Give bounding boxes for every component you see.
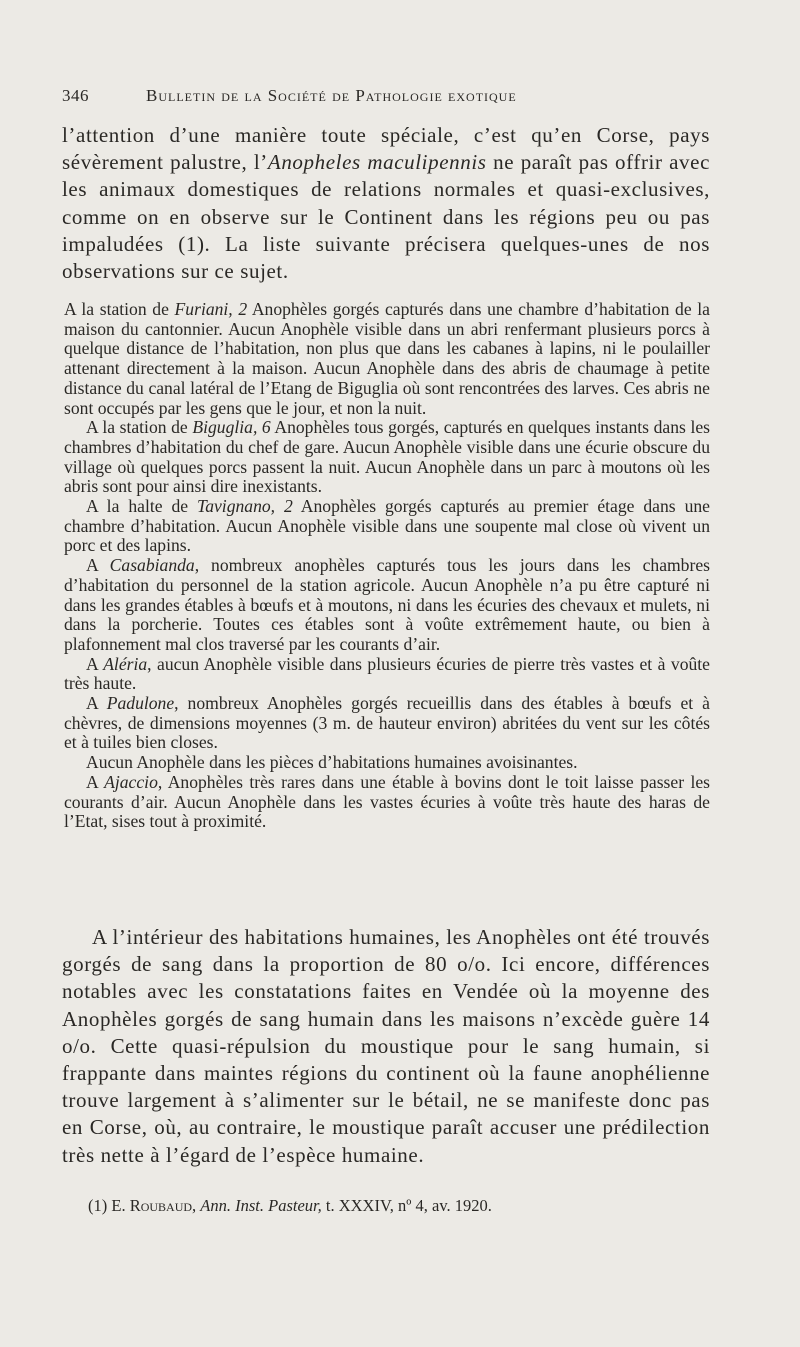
conclusion-paragraph: A l’intérieur des habitations humaines, les Anophèles ont été trouvés gorgés de sang dans la proportion de 80 o/o. Ici encore, différences notables avec les constatations faites en Vendée où la moyenne des Anophèles gorgés de sang humain dans les maisons n’excède guère 14 o/o. Cette quasi-répulsion du moustique pour le sang humain, si frappante dans maintes régions du continent où la faune anophélienne trouve largement à s’alimenter sur le bétail, ne se manifeste donc pas en Corse, où, au contraire, le moustique paraît accuser une prédilection très nette à l’égard de l’espèce humaine. xyxy=(62,925,710,1167)
footnote-ref: t. XXXIV, nº 4, av. 1920. xyxy=(325,1196,492,1215)
station-place: Aléria xyxy=(103,653,148,674)
station-place: Biguglia, 6 xyxy=(192,417,271,438)
footnote-mark: (1) xyxy=(88,1196,108,1215)
station-place: Furiani, 2 xyxy=(174,299,248,319)
station-observations xyxy=(64,300,710,832)
station-entry: A Padulone, nombreux Anophèles gorgés recueillis dans des étables à bœufs et à chèvres, de dimensions moyennes (3 m. de hauteur environ) abritées du vent sur les côtés et à tuiles bien closes. xyxy=(64,693,710,753)
footnote-journal: Ann. Inst. Pasteur, xyxy=(200,1196,322,1215)
station-entry: A Casabianda, nombreux anophèles capturés tous les jours dans les chambres d’habitation du personnel de la station agricole. Aucun Anophèle n’a pu être capturé ni dans les grandes étables à bœufs et à moutons, ni dans les écuries des chevaux et mulets, ni dans la porcherie. Toutes ces étables sont à voûte extrêmement haute, ou bien à plafonnement mal clos traversé par les courants d’air. xyxy=(64,555,710,654)
station-place: Tavignano, 2 xyxy=(197,496,293,517)
intro-paragraph: l’attention d’une manière toute spéciale, c’est qu’en Corse, pays sévèrement palustre, l’Anopheles maculipennis ne paraît pas offrir avec les animaux domestiques de relations normales et quasi-exclusives, comme on en observe sur le Continent dans les régions peu ou pas impaludées (1). La liste suivante précisera quelques-unes de nos observations sur ce sujet. xyxy=(62,123,710,284)
station-place: Casabianda xyxy=(109,555,195,576)
station-place: Ajaccio xyxy=(104,771,158,792)
page-number: 346 xyxy=(62,86,89,105)
station-place: Padulone xyxy=(106,693,175,714)
footnote-author: E. Roubaud, xyxy=(111,1196,197,1215)
species-name: Anopheles maculipennis xyxy=(267,150,487,175)
station-entry: A Aléria, aucun Anophèle visible dans plusieurs écuries de pierre très vastes et à voûte très haute. xyxy=(64,653,710,694)
journal-title: Bulletin de la Société de Pathologie exotique xyxy=(146,86,517,105)
footnote xyxy=(88,1196,708,1216)
running-header xyxy=(62,86,712,106)
station-entry: A la station de Biguglia, 6 Anophèles tous gorgés, capturés en quelques instants dans les chambres d’habitation du chef de gare. Aucun Anophèle visible dans une écurie obscure du village où quelques porcs passent la nuit. Aucun Anophèle dans un parc à moutons où les abris sont pour ainsi dire inexistants. xyxy=(64,417,710,497)
station-entry: A la station de Furiani, 2 Anophèles gorgés capturés dans une chambre d’habitation de la maison du cantonnier. Aucun Anophèle visible dans un abri renfermant plusieurs porcs à quelque distance de l’habitation, non plus que dans les cabanes à lapins, ni le poulailler attenant directement à la maison. Aucun Anophèle dans des abris de chaumage à petite distance du canal latéral de l’Etang de Biguglia où sont rencontrées des larves. Ces abris ne sont occupés par les gens que le jour, et non la nuit. xyxy=(64,299,710,418)
station-entry: Aucun Anophèle dans les pièces d’habitations humaines avoisinantes. xyxy=(86,752,578,773)
station-entry: A la halte de Tavignano, 2 Anophèles gorgés capturés au premier étage dans une chambre d’habitation. Aucun Anophèle visible dans une soupente mal close où vivent un porc et des lapins. xyxy=(64,496,710,556)
station-entry: A Ajaccio, Anophèles très rares dans une étable à bovins dont le toit laisse passer les courants d’air. Aucun Anophèle dans les vastes écuries à voûte très haute des haras de l’Etat, sises tout à proximité. xyxy=(64,771,710,832)
